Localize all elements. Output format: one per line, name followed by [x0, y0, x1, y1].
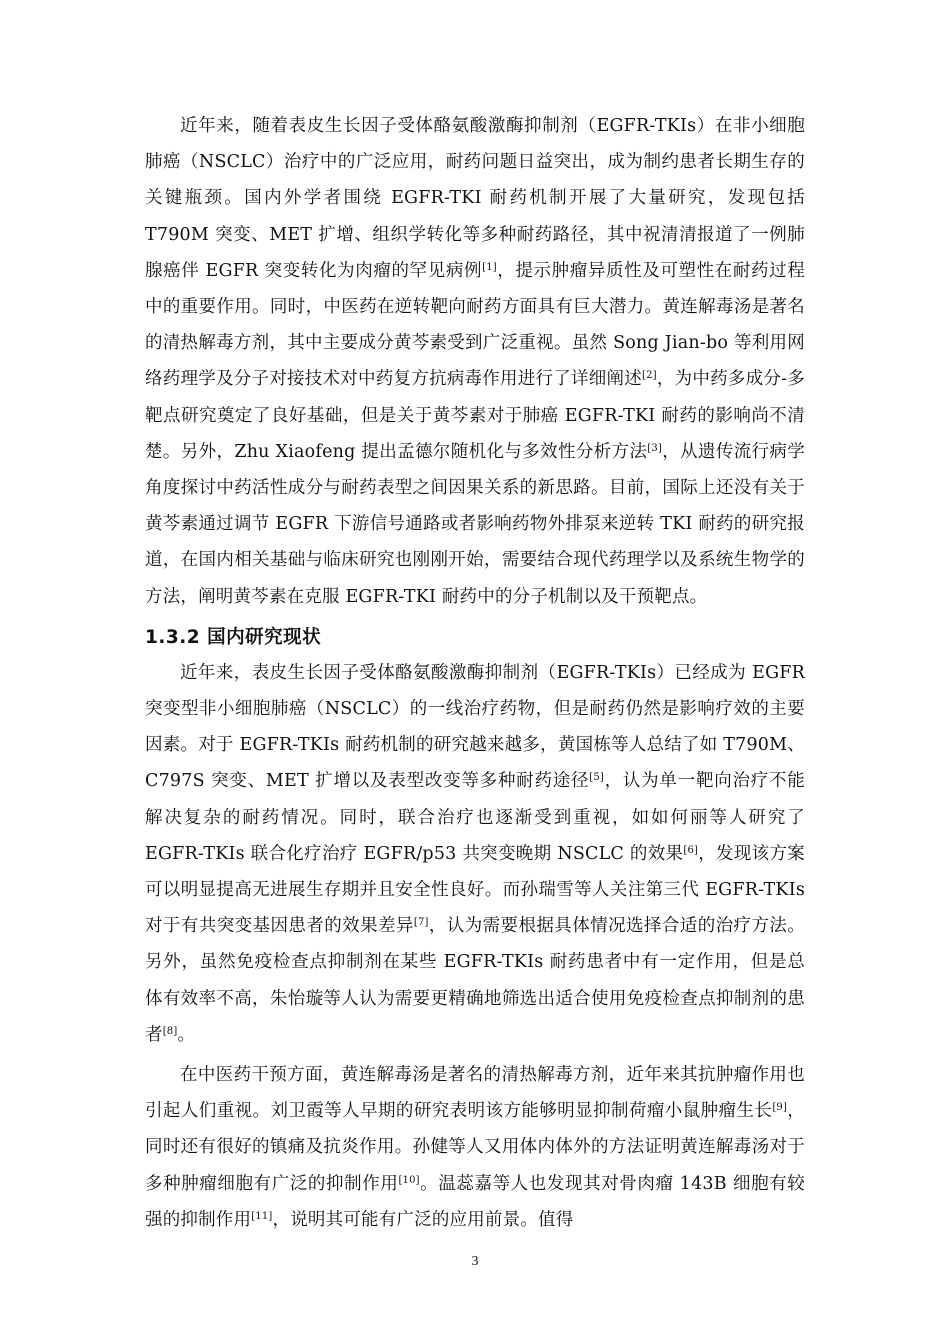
text-run: 近年来，表皮生长因子受体酪氨酸激酶抑制剂（EGFR-TKIs）已经成为 EGFR 突变型非小细胞肺癌（NSCLC）的一线治疗药物，但是耐药仍然是影响疗效的主要因素。对于 EGFR-TKIs 耐药机制的研究越来越多，黄国栋等人总结了如 T790M、C797S 突变、MET 扩增以及表型改变等多种耐药途径 — [145, 662, 805, 792]
text-run: ，为中药多成分-多靶点研究奠定了良好基础，但是关于黄芩素对于肺癌 EGFR-TKI 耐药的影响尚不清楚。另外，Zhu Xiaofeng 提出孟德尔随机化与多效性分析方法 — [145, 369, 805, 462]
citation-2: [2] — [642, 370, 657, 382]
paragraph-intro — [145, 108, 805, 615]
text-run: ，认为单一靶向治疗不能解决复杂的耐药情况。同时，联合治疗也逐渐受到重视，如如何丽等人研究了 EGFR-TKIs 联合化疗治疗 EGFR/p53 共突变晚期 NSCLC 的效果 — [145, 771, 805, 864]
citation-8: [8] — [162, 1025, 178, 1037]
citation-11: [11] — [251, 1210, 273, 1222]
text-run: ，同时还有很好的镇痛及抗炎作用。孙健等人又用体内体外的方法证明黄连解毒汤对于多种肿瘤细胞有广泛的抑制作用 — [145, 1101, 806, 1194]
paragraph-domestic-research — [145, 655, 805, 1053]
text-run: 。温蕊嘉等人也发现其对骨肉瘤 143B 细胞有较强的抑制作用 — [145, 1173, 805, 1230]
text-run: ，认为需要根据具体情况选择合适的治疗方法。另外，虽然免疫检查点抑制剂在某些 EGFR-TKIs 耐药患者中有一定作用，但是总体有效率不高，朱怡璇等人认为需要更精确地筛选出适合使用免疫检查点抑制剂的患者 — [145, 916, 806, 1045]
text-run: ，说明其可能有广泛的应用前景。值得 — [272, 1209, 574, 1230]
section-heading: 1.3.2 国内研究现状 — [145, 626, 322, 648]
text-run: ，发现该方案可以明显提高无进展生存期并且安全性良好。而孙瑞雪等人关注第三代 EGFR-TKIs 对于有共突变基因患者的效果差异 — [145, 843, 805, 937]
text-run: ，从遗传流行病学角度探讨中药活性成分与耐药表型之间因果关系的新思路。目前，国际上还没有关于黄芩素通过调节 EGFR 下游信号通路或者影响药物外排泵来逆转 TKI 耐药的研究报道，在国内相关基础与临床研究也刚刚开始，需要结合现代药理学以及系统生物学的方法，阐明黄芩素在克服 EGFR-TKI 耐药中的分子机制以及干预靶点。 — [145, 441, 805, 607]
citation-7: [7] — [413, 917, 429, 929]
citation-1: [1] — [482, 261, 497, 273]
page-number: 3 — [471, 1254, 479, 1269]
text-run: 近年来，随着表皮生长因子受体酪氨酸激酶抑制剂（EGFR-TKIs）在非小细胞肺癌（NSCLC）治疗中的广泛应用，耐药问题日益突出，成为制约患者长期生存的关键瓶颈。国内外学者围绕 EGFR-TKI 耐药机制开展了大量研究，发现包括 T790M 突变、MET 扩增、组织学转化等多种耐药路径，其中祝清清报道了一例肺腺癌伴 EGFR 突变转化为肉瘤的罕见病例 — [145, 116, 805, 281]
text-run: 。 — [177, 1024, 196, 1045]
citation-5: [5] — [589, 772, 605, 784]
text-run: ，提示肿瘤异质性及可塑性在耐药过程中的重要作用。同时，中医药在逆转靶向耐药方面具有巨大潜力。黄连解毒汤是著名的清热解毒方剂，其中主要成分黄芩素受到广泛重视。虽然 Song Jian-bo 等利用网络药理学及分子对接技术对中药复方抗病毒作用进行了详细阐述 — [145, 260, 805, 390]
document-body — [145, 108, 805, 1238]
citation-10: [10] — [398, 1174, 420, 1186]
citation-3: [3] — [647, 442, 663, 454]
paragraph-tcm-intervention — [145, 1057, 805, 1238]
citation-9: [9] — [772, 1102, 788, 1114]
citation-6: [6] — [683, 844, 699, 856]
text-run: 在中医药干预方面，黄连解毒汤是著名的清热解毒方剂，近年来其抗肿瘤作用也引起人们重视。刘卫霞等人早期的研究表明该方能够明显抑制荷瘤小鼠肿瘤生长 — [145, 1065, 805, 1122]
